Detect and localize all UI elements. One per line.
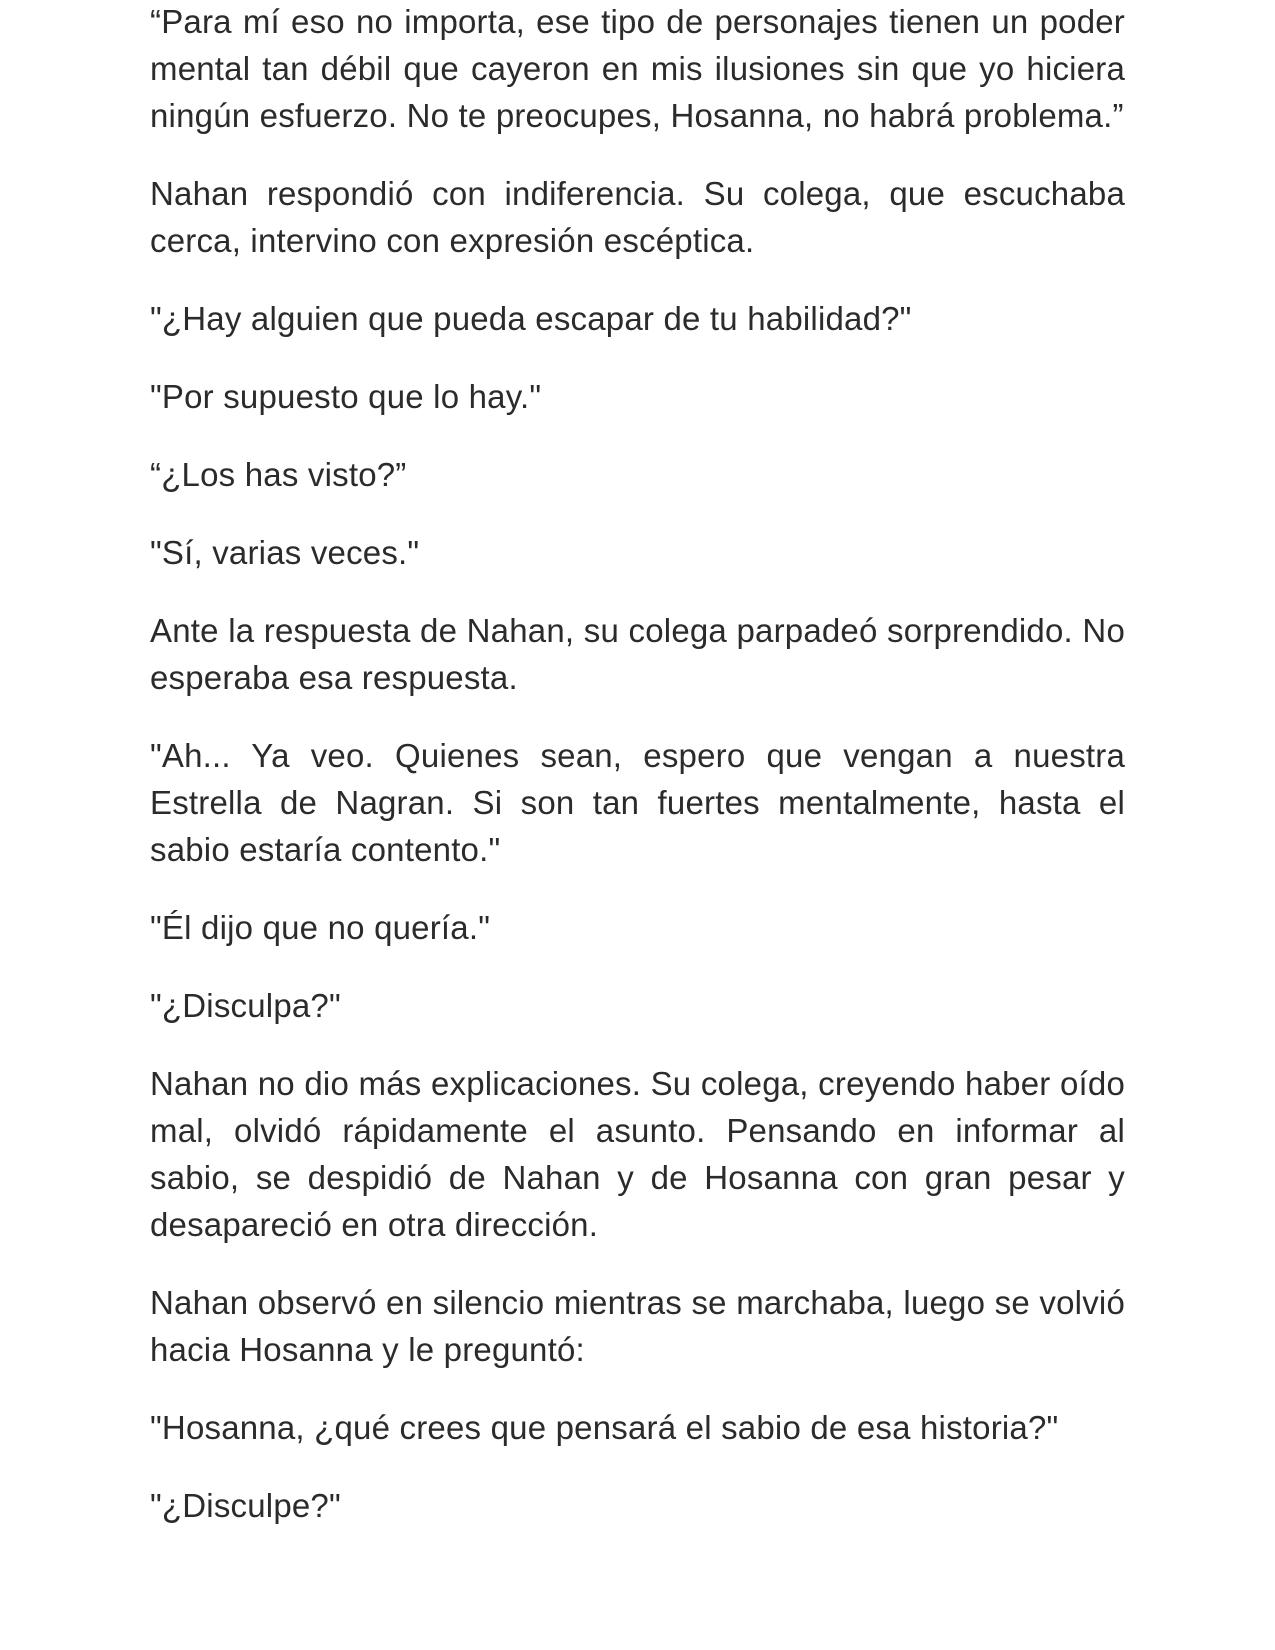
paragraph-10: "¿Disculpa?"	[150, 987, 341, 1024]
paragraph-7: Ante la respuesta de Nahan, su colega parpadeó sorprendido. No esperaba esa respuesta.	[150, 612, 1125, 696]
paragraph-2: Nahan respondió con indiferencia. Su colega, que escuchaba cerca, intervino con expresión escéptica.	[150, 175, 1125, 259]
paragraph-3: "¿Hay alguien que pueda escapar de tu habilidad?"	[150, 300, 912, 337]
document-page	[150, 0, 1125, 1560]
paragraph-4: "Por supuesto que lo hay."	[150, 378, 542, 415]
paragraph-14: "¿Disculpe?"	[150, 1487, 341, 1524]
paragraph-9: "Él dijo que no quería."	[150, 909, 491, 946]
paragraph-1: “Para mí eso no importa, ese tipo de personajes tienen un poder mental tan débil que cayeron en mis ilusiones sin que yo hiciera ningún esfuerzo. No te preocupes, Hosanna, no habrá problema.”	[150, 3, 1125, 134]
paragraph-11: Nahan no dio más explicaciones. Su colega, creyendo haber oído mal, olvidó rápidamente el asunto. Pensando en informar al sabio, se despidió de Nahan y de Hosanna con gran pesar y desapareció en otra dirección.	[150, 1065, 1125, 1243]
paragraph-13: "Hosanna, ¿qué crees que pensará el sabio de esa historia?"	[150, 1409, 1059, 1446]
paragraph-6: "Sí, varias veces."	[150, 534, 420, 571]
paragraph-5: “¿Los has visto?”	[150, 456, 407, 493]
paragraph-8: "Ah... Ya veo. Quienes sean, espero que vengan a nuestra Estrella de Nagran. Si son tan fuertes mentalmente, hasta el sabio estaría contento."	[150, 737, 1125, 868]
paragraph-12: Nahan observó en silencio mientras se marchaba, luego se volvió hacia Hosanna y le preguntó:	[150, 1284, 1125, 1368]
